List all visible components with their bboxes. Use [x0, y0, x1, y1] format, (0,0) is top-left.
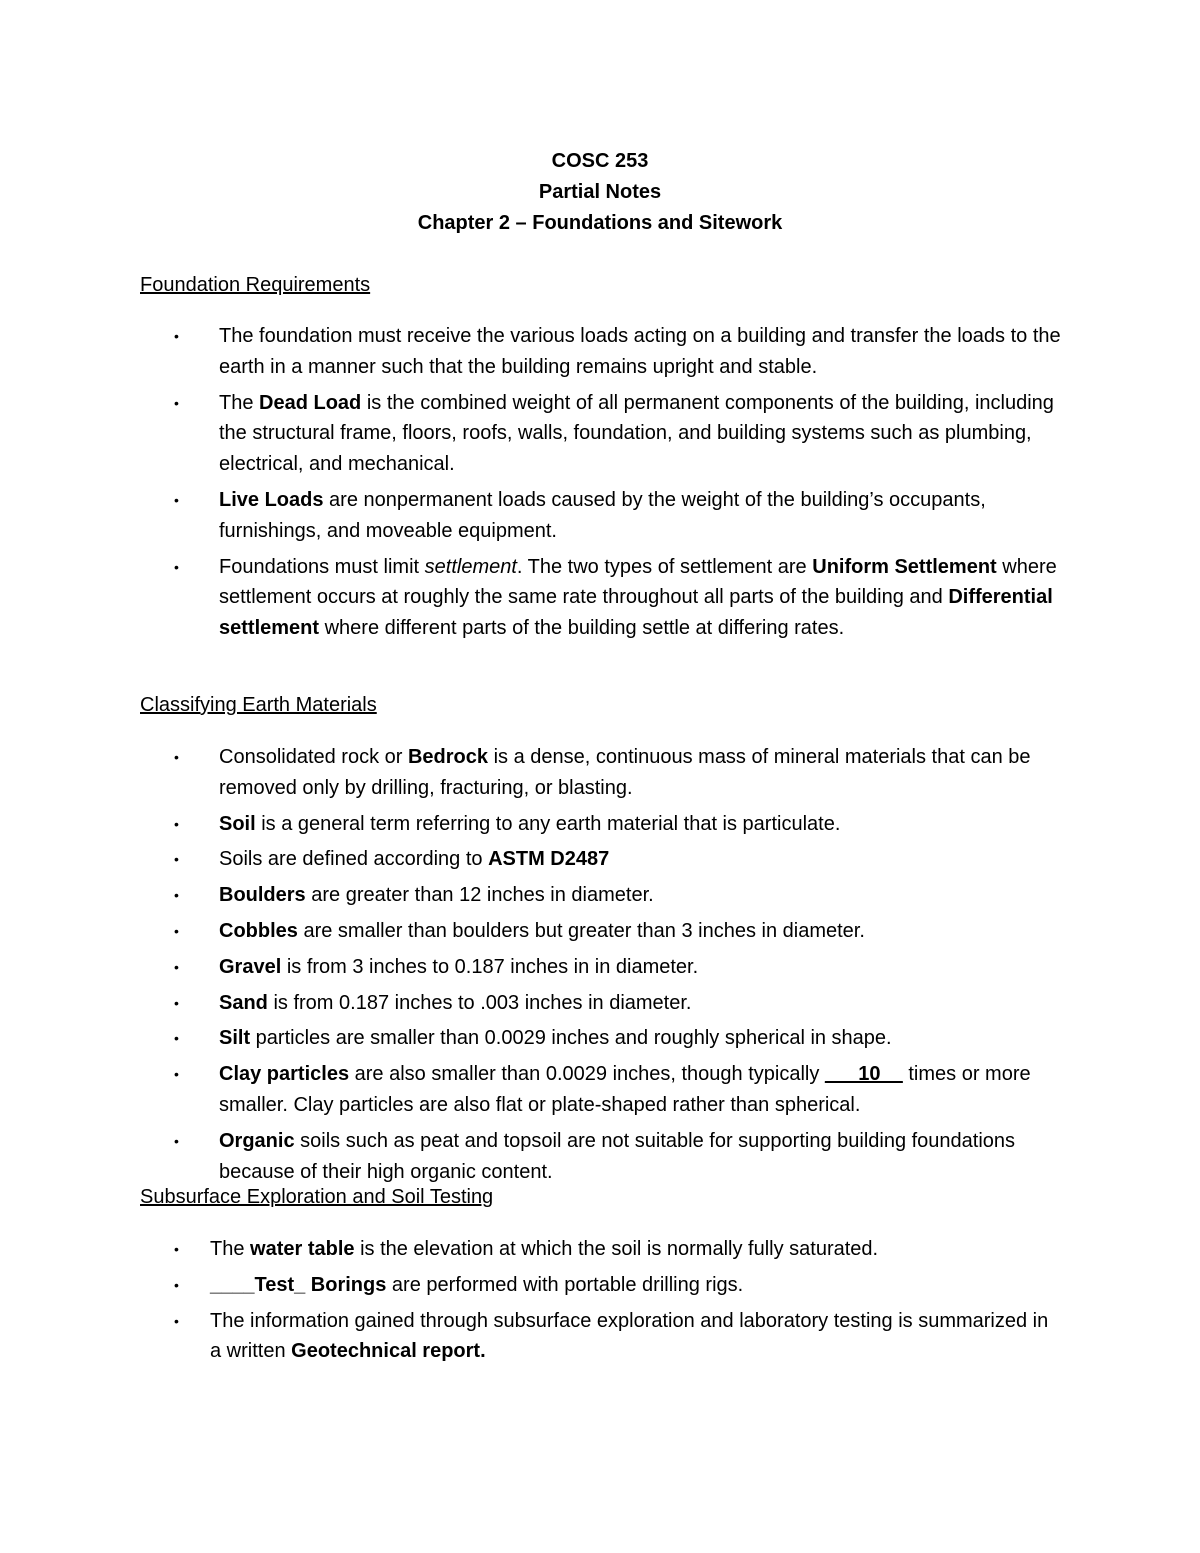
list-item-text	[219, 952, 1069, 983]
list-item	[0, 1059, 1200, 1121]
text-run: Soils are defined according to	[219, 848, 489, 871]
list-item-text	[219, 880, 1069, 911]
foundation-requirements-list	[0, 321, 1200, 649]
list-item-text	[219, 988, 1069, 1019]
subsurface-exploration-list	[0, 1234, 1200, 1372]
bullet-icon: •	[174, 749, 179, 765]
section-heading-classifying-earth-materials: Classifying Earth Materials	[140, 694, 377, 716]
emphasized-term: Organic	[219, 1129, 295, 1152]
list-item	[0, 1270, 1200, 1301]
text-run: The	[210, 1238, 251, 1260]
bullet-icon: •	[174, 958, 179, 975]
list-item-text	[219, 321, 1069, 383]
bullet-icon: •	[174, 1132, 179, 1149]
text-run: The information gained through subsurface exploration and laboratory testing is summarized in a written	[210, 1309, 1049, 1363]
list-item-text	[219, 552, 1069, 644]
document-type: Partial Notes	[538, 181, 662, 203]
list-item-text	[219, 485, 1069, 547]
bullet-icon: •	[174, 994, 179, 1011]
list-item-text	[219, 1126, 1069, 1188]
earth-materials-list	[0, 742, 1200, 1192]
emphasized-term: Cobbles	[219, 919, 298, 942]
list-item	[0, 1126, 1200, 1188]
text-run: times or more smaller. Clay particles are also flat or plate-shaped rather than spherical.	[219, 1063, 1031, 1116]
bullet-icon: •	[174, 491, 179, 508]
emphasized-term: Uniform Settlement	[812, 555, 997, 578]
bullet-icon: •	[174, 558, 179, 575]
list-item	[0, 1023, 1200, 1054]
text-run: are also smaller than 0.0029 inches, though typically	[349, 1063, 825, 1086]
text-run: soils such as peat and topsoil are not suitable for supporting building foundations because of their high organic content.	[219, 1129, 1016, 1183]
text-run: where settlement occurs at roughly the same rate throughout all parts of the building and	[219, 555, 1057, 609]
list-item-text	[210, 1270, 1050, 1301]
emphasized-term: Live Loads	[219, 488, 324, 511]
text-run: are greater than 12 inches in diameter.	[305, 884, 654, 907]
italic-term: settlement	[424, 555, 517, 578]
list-item-text	[210, 1234, 1050, 1265]
text-run: The	[219, 391, 260, 414]
text-run: where different parts of the building settle at differing rates.	[319, 617, 845, 640]
text-run: Consolidated rock or	[219, 746, 408, 768]
list-item-text	[219, 388, 1069, 480]
emphasized-term: Clay particles	[219, 1063, 350, 1086]
chapter-title: Chapter 2 – Foundations and Sitework	[417, 212, 783, 234]
text-run: is from 0.187 inches to .003 inches in diameter.	[267, 991, 692, 1014]
list-item	[0, 880, 1200, 911]
list-item	[0, 809, 1200, 840]
text-run: is the combined weight of all permanent components of the building, including the structural frame, floors, roofs, walls, foundation, and building systems such as plumbing, electrical, and mechanical.	[219, 391, 1054, 476]
list-item-text	[219, 1059, 1069, 1121]
text-run: is a general term referring to any earth material that is particulate.	[255, 812, 841, 835]
list-item-text	[219, 1023, 1069, 1054]
text-run: is the elevation at which the soil is normally fully saturated.	[354, 1238, 879, 1260]
list-item-text	[219, 809, 1069, 840]
bullet-icon: •	[174, 328, 179, 344]
text-run: is a dense, continuous mass of mineral materials that can be removed only by drilling, fracturing, or blasting.	[219, 746, 1031, 799]
emphasized-term: Boulders	[219, 884, 306, 907]
text-run: particles are smaller than 0.0029 inches and roughly spherical in shape.	[250, 1027, 892, 1050]
list-item	[0, 388, 1200, 480]
text-run: is from 3 inches to 0.187 inches in in diameter.	[281, 955, 699, 978]
list-item	[0, 552, 1200, 644]
list-item	[0, 844, 1200, 875]
list-item	[0, 952, 1200, 983]
emphasized-term: ___10__	[824, 1063, 903, 1086]
emphasized-term: Sand	[219, 991, 268, 1014]
list-item	[0, 916, 1200, 947]
text-run: are nonpermanent loads caused by the weight of the building’s occupants, furnishings, and moveable equipment.	[219, 488, 986, 542]
bullet-icon: •	[174, 887, 179, 904]
bullet-icon: •	[174, 922, 179, 939]
emphasized-term: ____Test_ Borings	[210, 1273, 387, 1296]
list-item-text	[219, 742, 1069, 804]
emphasized-term: Soil	[219, 812, 256, 835]
list-item	[0, 1234, 1200, 1265]
emphasized-term: ASTM D2487	[488, 848, 610, 871]
bullet-icon: •	[174, 1030, 179, 1047]
list-item-text	[219, 916, 1069, 947]
emphasized-term: Silt	[219, 1027, 251, 1050]
emphasized-term: Bedrock	[407, 746, 489, 768]
list-item-text	[219, 844, 1069, 875]
list-item	[0, 742, 1200, 804]
bullet-icon: •	[174, 1276, 179, 1293]
emphasized-term: Geotechnical report.	[291, 1340, 486, 1363]
bullet-icon: •	[174, 1241, 179, 1257]
bullet-icon: •	[174, 1312, 179, 1329]
bullet-icon: •	[174, 815, 179, 832]
section-heading-subsurface-exploration: Subsurface Exploration and Soil Testing	[140, 1186, 494, 1208]
section-heading-foundation-requirements: Foundation Requirements	[140, 274, 371, 296]
emphasized-term: Gravel	[219, 955, 282, 978]
course-code: COSC 253	[551, 150, 649, 172]
emphasized-term: Differential settlement	[219, 586, 1053, 640]
list-item	[0, 1306, 1200, 1368]
text-run: . The two types of settlement are	[516, 555, 813, 578]
text-run: Foundations must limit	[219, 555, 425, 578]
emphasized-term: Dead Load	[259, 391, 362, 414]
text-run: are smaller than boulders but greater than 3 inches in diameter.	[297, 919, 865, 942]
bullet-icon: •	[174, 851, 179, 868]
text-run: The foundation must receive the various loads acting on a building and transfer the loads to the earth in a manner such that the building remains upright and stable.	[219, 325, 1061, 378]
list-item-text	[210, 1306, 1050, 1368]
bullet-icon: •	[174, 1066, 179, 1083]
list-item	[0, 988, 1200, 1019]
document-header	[0, 146, 1200, 239]
text-run: are performed with portable drilling rigs.	[386, 1273, 744, 1296]
emphasized-term: water table	[250, 1238, 355, 1260]
list-item	[0, 485, 1200, 547]
bullet-icon: •	[174, 394, 179, 411]
list-item	[0, 321, 1200, 383]
